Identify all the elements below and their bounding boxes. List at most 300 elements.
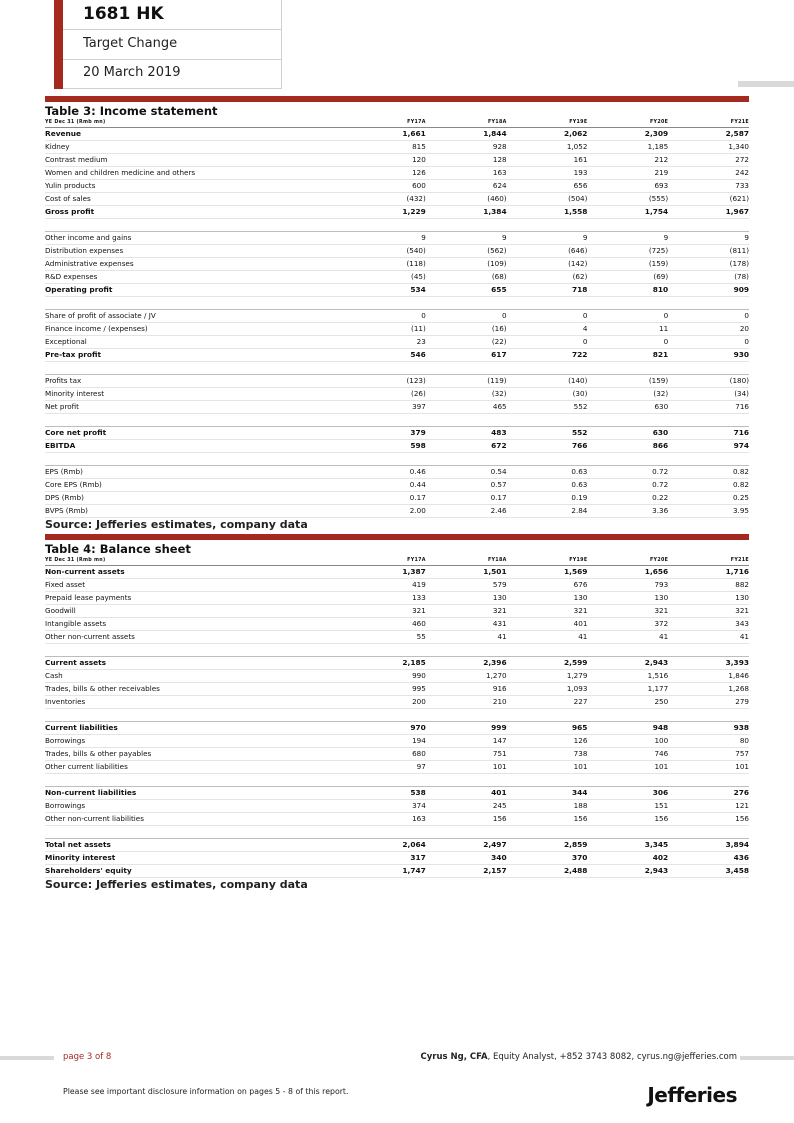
row-value: 465 [426,401,507,414]
row-value: 1,229 [345,206,426,219]
row-label: Yulin products [45,180,345,193]
ticker: 1681 HK [83,4,164,24]
column-header: FY19E [507,556,588,566]
table-row [45,466,749,479]
row-label: DPS (Rmb) [45,492,345,505]
income-source-note: Source: Jefferies estimates, company data [45,518,308,531]
row-value: (180) [668,375,749,388]
spacer-cell [45,362,749,375]
row-value: 716 [668,401,749,414]
table-row [45,258,749,271]
row-value: 402 [587,852,668,865]
row-label: Inventories [45,696,345,709]
balance-sheet-table [45,556,749,878]
table-row [45,735,749,748]
row-value: 279 [668,696,749,709]
row-value: 1,661 [345,128,426,141]
row-value: 866 [587,440,668,453]
row-value: 630 [587,401,668,414]
row-value: 0.57 [426,479,507,492]
row-value: 821 [587,349,668,362]
row-value: 23 [345,336,426,349]
row-value: (555) [587,193,668,206]
row-value: (32) [587,388,668,401]
row-value: 733 [668,180,749,193]
row-value: 716 [668,427,749,440]
table-row [45,618,749,631]
row-value: 3,345 [587,839,668,852]
analyst-details: , Equity Analyst, +852 3743 8082, cyrus.ng@jefferies.com [487,1052,737,1062]
row-value: 0.82 [668,466,749,479]
row-value: 928 [426,141,507,154]
unit-label: YE Dec 31 (Rmb mn) [45,118,345,128]
table-row [45,839,749,852]
table-row [45,349,749,362]
row-value: (11) [345,323,426,336]
row-value: 193 [507,167,588,180]
row-value: 0 [668,310,749,323]
row-value: 156 [587,813,668,826]
row-value: 97 [345,761,426,774]
row-value: 624 [426,180,507,193]
row-value: 483 [426,427,507,440]
table-row [45,683,749,696]
row-value: 722 [507,349,588,362]
table-row [45,592,749,605]
row-value: 970 [345,722,426,735]
row-label: EPS (Rmb) [45,466,345,479]
row-value: 219 [587,167,668,180]
table-row [45,232,749,245]
row-value: 738 [507,748,588,761]
row-value: 1,846 [668,670,749,683]
row-label: Trades, bills & other payables [45,748,345,761]
row-value: 227 [507,696,588,709]
row-label: Kidney [45,141,345,154]
row-value: 0.46 [345,466,426,479]
spacer-cell [45,297,749,310]
row-value: (621) [668,193,749,206]
row-value: 2,185 [345,657,426,670]
row-value: 194 [345,735,426,748]
row-value: 41 [587,631,668,644]
row-value: 948 [587,722,668,735]
section-bar [45,96,749,102]
disclosure-note: Please see important disclosure information on pages 5 - 8 of this report. [63,1087,349,1096]
row-label: Profits tax [45,375,345,388]
row-value: 0 [668,336,749,349]
row-value: 133 [345,592,426,605]
row-value: (540) [345,245,426,258]
column-header: FY21E [668,556,749,566]
row-value: 909 [668,284,749,297]
row-value: 101 [587,761,668,774]
table-row [45,761,749,774]
row-label: Cash [45,670,345,683]
row-value: 370 [507,852,588,865]
row-value: 676 [507,579,588,592]
row-value: 401 [426,787,507,800]
spacer-row [45,774,749,787]
row-value: 0 [507,336,588,349]
table-header-row [45,118,749,128]
spacer-cell [45,709,749,722]
row-value: 1,093 [507,683,588,696]
row-label: R&D expenses [45,271,345,284]
row-value: 372 [587,618,668,631]
row-value: (45) [345,271,426,284]
income-table-title: Table 3: Income statement [45,104,218,118]
row-value: 2,859 [507,839,588,852]
row-value: 343 [668,618,749,631]
row-label: Fixed asset [45,579,345,592]
table-row [45,579,749,592]
row-value: 2,396 [426,657,507,670]
row-label: Distribution expenses [45,245,345,258]
row-value: 126 [507,735,588,748]
jefferies-logo: Jefferies [647,1083,737,1107]
row-value: (725) [587,245,668,258]
row-value: 2,587 [668,128,749,141]
row-label: Other current liabilities [45,761,345,774]
row-value: 0.72 [587,479,668,492]
row-value: 163 [345,813,426,826]
column-header: FY20E [587,118,668,128]
column-header: FY18A [426,118,507,128]
row-label: Net profit [45,401,345,414]
table-row [45,748,749,761]
row-value: 0.63 [507,466,588,479]
row-label: Prepaid lease payments [45,592,345,605]
row-value: 188 [507,800,588,813]
row-value: 9 [507,232,588,245]
row-value: 0 [507,310,588,323]
row-value: (811) [668,245,749,258]
column-header: FY18A [426,556,507,566]
row-value: 80 [668,735,749,748]
row-value: 20 [668,323,749,336]
spacer-row [45,297,749,310]
table-row [45,388,749,401]
row-value: (34) [668,388,749,401]
spacer-row [45,709,749,722]
row-value: 974 [668,440,749,453]
table-row [45,440,749,453]
table-row [45,722,749,735]
row-value: 41 [426,631,507,644]
row-label: Total net assets [45,839,345,852]
row-value: 276 [668,787,749,800]
row-value: 128 [426,154,507,167]
row-value: 130 [587,592,668,605]
row-value: 156 [426,813,507,826]
row-value: (69) [587,271,668,284]
column-header: FY19E [507,118,588,128]
row-value: 2,599 [507,657,588,670]
row-value: 200 [345,696,426,709]
spacer-row [45,644,749,657]
row-value: 321 [426,605,507,618]
row-label: Other non-current liabilities [45,813,345,826]
table-row [45,180,749,193]
row-label: Women and children medicine and others [45,167,345,180]
table-row [45,631,749,644]
table-row [45,245,749,258]
row-value: 321 [507,605,588,618]
row-value: 0.44 [345,479,426,492]
table-row [45,505,749,518]
row-label: Non-current liabilities [45,787,345,800]
row-value: 2,488 [507,865,588,878]
row-value: 916 [426,683,507,696]
row-value: (178) [668,258,749,271]
analyst-contact [421,1052,738,1062]
balance-sheet-section [45,534,749,891]
row-value: (159) [587,258,668,271]
row-value: 3,393 [668,657,749,670]
spacer-cell [45,774,749,787]
row-value: (22) [426,336,507,349]
row-label: Borrowings [45,735,345,748]
table-row [45,813,749,826]
unit-label: YE Dec 31 (Rmb mn) [45,556,345,566]
row-value: 0.19 [507,492,588,505]
row-value: 1,747 [345,865,426,878]
row-label: Exceptional [45,336,345,349]
table-row [45,167,749,180]
row-value: 120 [345,154,426,167]
row-value: 3,458 [668,865,749,878]
row-value: (26) [345,388,426,401]
table-row [45,401,749,414]
row-value: 757 [668,748,749,761]
row-value: (109) [426,258,507,271]
row-value: 2,943 [587,657,668,670]
row-value: (62) [507,271,588,284]
row-value: 210 [426,696,507,709]
row-value: 0.17 [426,492,507,505]
spacer-row [45,362,749,375]
table-row [45,271,749,284]
row-value: 317 [345,852,426,865]
analyst-name: Cyrus Ng, CFA [420,1052,488,1062]
row-value: 3,894 [668,839,749,852]
row-value: 0.22 [587,492,668,505]
table-row [45,852,749,865]
row-value: (68) [426,271,507,284]
column-header: FY21E [668,118,749,128]
row-label: Non-current assets [45,566,345,579]
row-label: Minority interest [45,852,345,865]
row-value: 101 [507,761,588,774]
row-value: 250 [587,696,668,709]
row-value: 1,558 [507,206,588,219]
row-label: Core net profit [45,427,345,440]
spacer-cell [45,826,749,839]
row-label: Administrative expenses [45,258,345,271]
income-statement-section [45,96,749,531]
row-label: Goodwill [45,605,345,618]
row-value: 321 [587,605,668,618]
row-label: Other income and gains [45,232,345,245]
row-value: 55 [345,631,426,644]
row-value: 156 [507,813,588,826]
row-value: 1,340 [668,141,749,154]
spacer-cell [45,414,749,427]
spacer-row [45,414,749,427]
row-value: 0 [345,310,426,323]
column-header: FY17A [345,556,426,566]
row-value: 999 [426,722,507,735]
row-value: 1,268 [668,683,749,696]
row-label: Current assets [45,657,345,670]
row-value: 1,844 [426,128,507,141]
row-value: 1,656 [587,566,668,579]
table-row [45,336,749,349]
page-number: page 3 of 8 [63,1052,112,1062]
row-value: 306 [587,787,668,800]
spacer-cell [45,644,749,657]
row-value: (30) [507,388,588,401]
row-label: Pre-tax profit [45,349,345,362]
row-value: (118) [345,258,426,271]
income-statement-table [45,118,749,518]
row-label: Cost of sales [45,193,345,206]
row-value: 995 [345,683,426,696]
row-value: 751 [426,748,507,761]
row-value: 1,516 [587,670,668,683]
row-value: 538 [345,787,426,800]
row-value: 130 [668,592,749,605]
row-value: 2.46 [426,505,507,518]
row-value: 401 [507,618,588,631]
row-value: 1,569 [507,566,588,579]
table-row [45,427,749,440]
row-value: 579 [426,579,507,592]
balance-table-title: Table 4: Balance sheet [45,542,191,556]
row-value: 9 [587,232,668,245]
column-header: FY20E [587,556,668,566]
table-row [45,193,749,206]
row-value: 156 [668,813,749,826]
row-value: 9 [668,232,749,245]
header-divider [63,59,281,60]
balance-source-note: Source: Jefferies estimates, company data [45,878,308,891]
row-value: (646) [507,245,588,258]
row-value: 272 [668,154,749,167]
row-value: 1,279 [507,670,588,683]
row-value: 460 [345,618,426,631]
table-row [45,696,749,709]
header-grey-tab [738,81,794,87]
table-row [45,141,749,154]
row-label: Borrowings [45,800,345,813]
row-value: 374 [345,800,426,813]
row-value: 41 [668,631,749,644]
row-value: 617 [426,349,507,362]
row-value: (78) [668,271,749,284]
row-label: Share of profit of associate / JV [45,310,345,323]
row-value: 2.84 [507,505,588,518]
column-header: FY17A [345,118,426,128]
row-value: 419 [345,579,426,592]
row-value: 0.17 [345,492,426,505]
row-value: 655 [426,284,507,297]
table-row [45,128,749,141]
row-value: 101 [426,761,507,774]
row-value: 2,497 [426,839,507,852]
row-value: 2,157 [426,865,507,878]
row-value: 321 [668,605,749,618]
row-value: 2,062 [507,128,588,141]
row-value: 2.00 [345,505,426,518]
table-row [45,566,749,579]
row-value: 4 [507,323,588,336]
row-value: (119) [426,375,507,388]
row-value: 2,309 [587,128,668,141]
table-row [45,605,749,618]
row-value: 766 [507,440,588,453]
row-label: Trades, bills & other receivables [45,683,345,696]
row-value: 11 [587,323,668,336]
row-value: (140) [507,375,588,388]
row-value: 431 [426,618,507,631]
row-value: 397 [345,401,426,414]
row-value: 121 [668,800,749,813]
row-value: 0.82 [668,479,749,492]
row-value: (562) [426,245,507,258]
row-value: 990 [345,670,426,683]
row-value: 656 [507,180,588,193]
footer-grey-rule [740,1056,794,1060]
spacer-row [45,219,749,232]
row-value: 1,387 [345,566,426,579]
row-value: 0.72 [587,466,668,479]
table-row [45,479,749,492]
spacer-cell [45,219,749,232]
header-divider [63,29,281,30]
table-row [45,310,749,323]
row-value: 101 [668,761,749,774]
table-row [45,375,749,388]
footer-grey-rule [0,1056,54,1060]
row-value: 0.25 [668,492,749,505]
row-label: Other non-current assets [45,631,345,644]
row-value: 552 [507,401,588,414]
row-value: 810 [587,284,668,297]
row-value: (32) [426,388,507,401]
row-value: 1,185 [587,141,668,154]
row-value: 3.36 [587,505,668,518]
row-value: 672 [426,440,507,453]
row-value: 340 [426,852,507,865]
table-row [45,670,749,683]
report-date: 20 March 2019 [83,65,181,80]
table-row [45,154,749,167]
header-divider [63,88,281,89]
row-value: 0 [587,336,668,349]
row-value: 9 [426,232,507,245]
row-value: (123) [345,375,426,388]
row-value: 379 [345,427,426,440]
row-value: 242 [668,167,749,180]
row-label: Gross profit [45,206,345,219]
spacer-cell [45,453,749,466]
row-value: 965 [507,722,588,735]
row-value: (16) [426,323,507,336]
row-label: Finance income / (expenses) [45,323,345,336]
row-value: 600 [345,180,426,193]
